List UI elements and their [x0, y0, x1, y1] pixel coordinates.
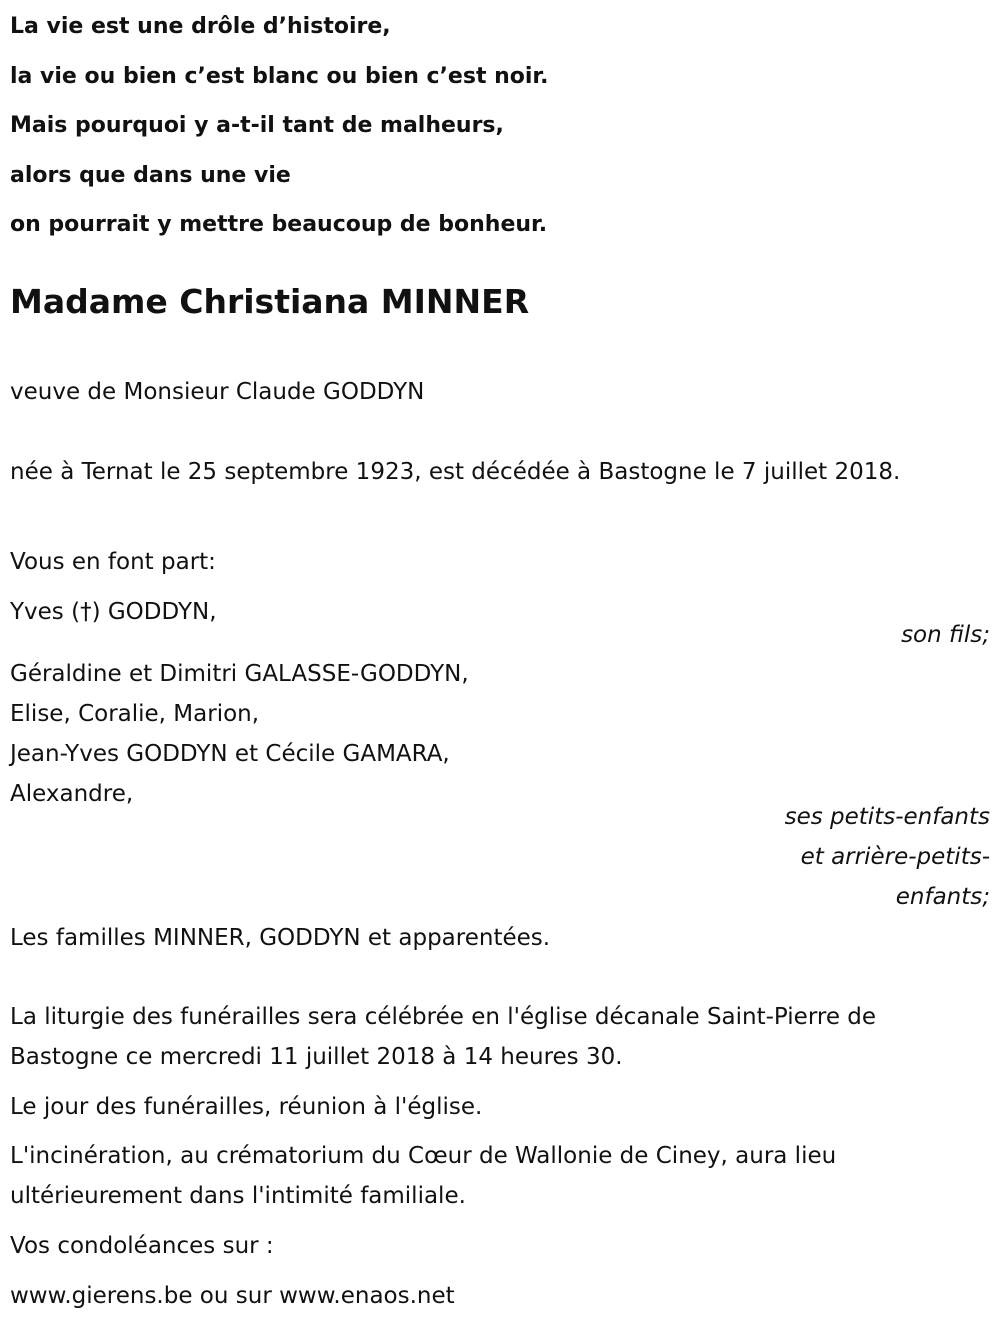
grandchild-line: Jean-Yves GODDYN et Cécile GAMARA,	[10, 741, 450, 767]
meeting-text: Le jour des funérailles, réunion à l'église.	[10, 1094, 483, 1120]
grandchild-line: Elise, Coralie, Marion,	[10, 701, 260, 727]
poem-line: la vie ou bien c’est blanc ou bien c’est noir.	[10, 63, 549, 89]
deceased-name: Madame Christiana MINNER	[10, 282, 530, 321]
grandchild-line: Géraldine et Dimitri GALASSE-GODDYN,	[10, 661, 469, 687]
liturgy-text: La liturgie des funérailles sera célébrée en l'église décanale Saint-Pierre de Bastogne ce mercredi 11 juillet 2018 à 14 heures 30.	[10, 1004, 877, 1070]
poem-line: La vie est une drôle d’histoire,	[10, 14, 391, 39]
families: Les familles MINNER, GODDYN et apparentées.	[10, 925, 551, 951]
condolences-links: www.gierens.be ou sur www.enaos.net	[10, 1283, 455, 1309]
grandchildren-role: et arrière-petits-	[800, 844, 990, 870]
obituary-page	[10, 0, 990, 1309]
poem	[10, 0, 990, 250]
son-name: Yves (†) GODDYN,	[10, 599, 217, 625]
grandchildren-role: ses petits-enfants	[784, 804, 990, 830]
cremation-text: L'incinération, au crématorium du Cœur de Wallonie de Ciney, aura lieu ultérieurement dans l'intimité familiale.	[10, 1143, 837, 1209]
birth-death-dates: née à Ternat le 25 septembre 1923, est décédée à Bastogne le 7 juillet 2018.	[10, 459, 901, 485]
poem-line: alors que dans une vie	[10, 162, 291, 188]
poem-line: Mais pourquoi y a-t-il tant de malheurs,	[10, 113, 504, 138]
poem-line: on pourrait y mettre beaucoup de bonheur.	[10, 212, 548, 237]
announcers-intro: Vous en font part:	[10, 549, 216, 575]
condolences-intro: Vos condoléances sur :	[10, 1233, 274, 1259]
widow-of: veuve de Monsieur Claude GODDYN	[10, 379, 425, 405]
grandchild-line: Alexandre,	[10, 781, 134, 807]
son-role: son fils;	[901, 622, 990, 648]
grandchildren-role: enfants;	[895, 884, 990, 910]
